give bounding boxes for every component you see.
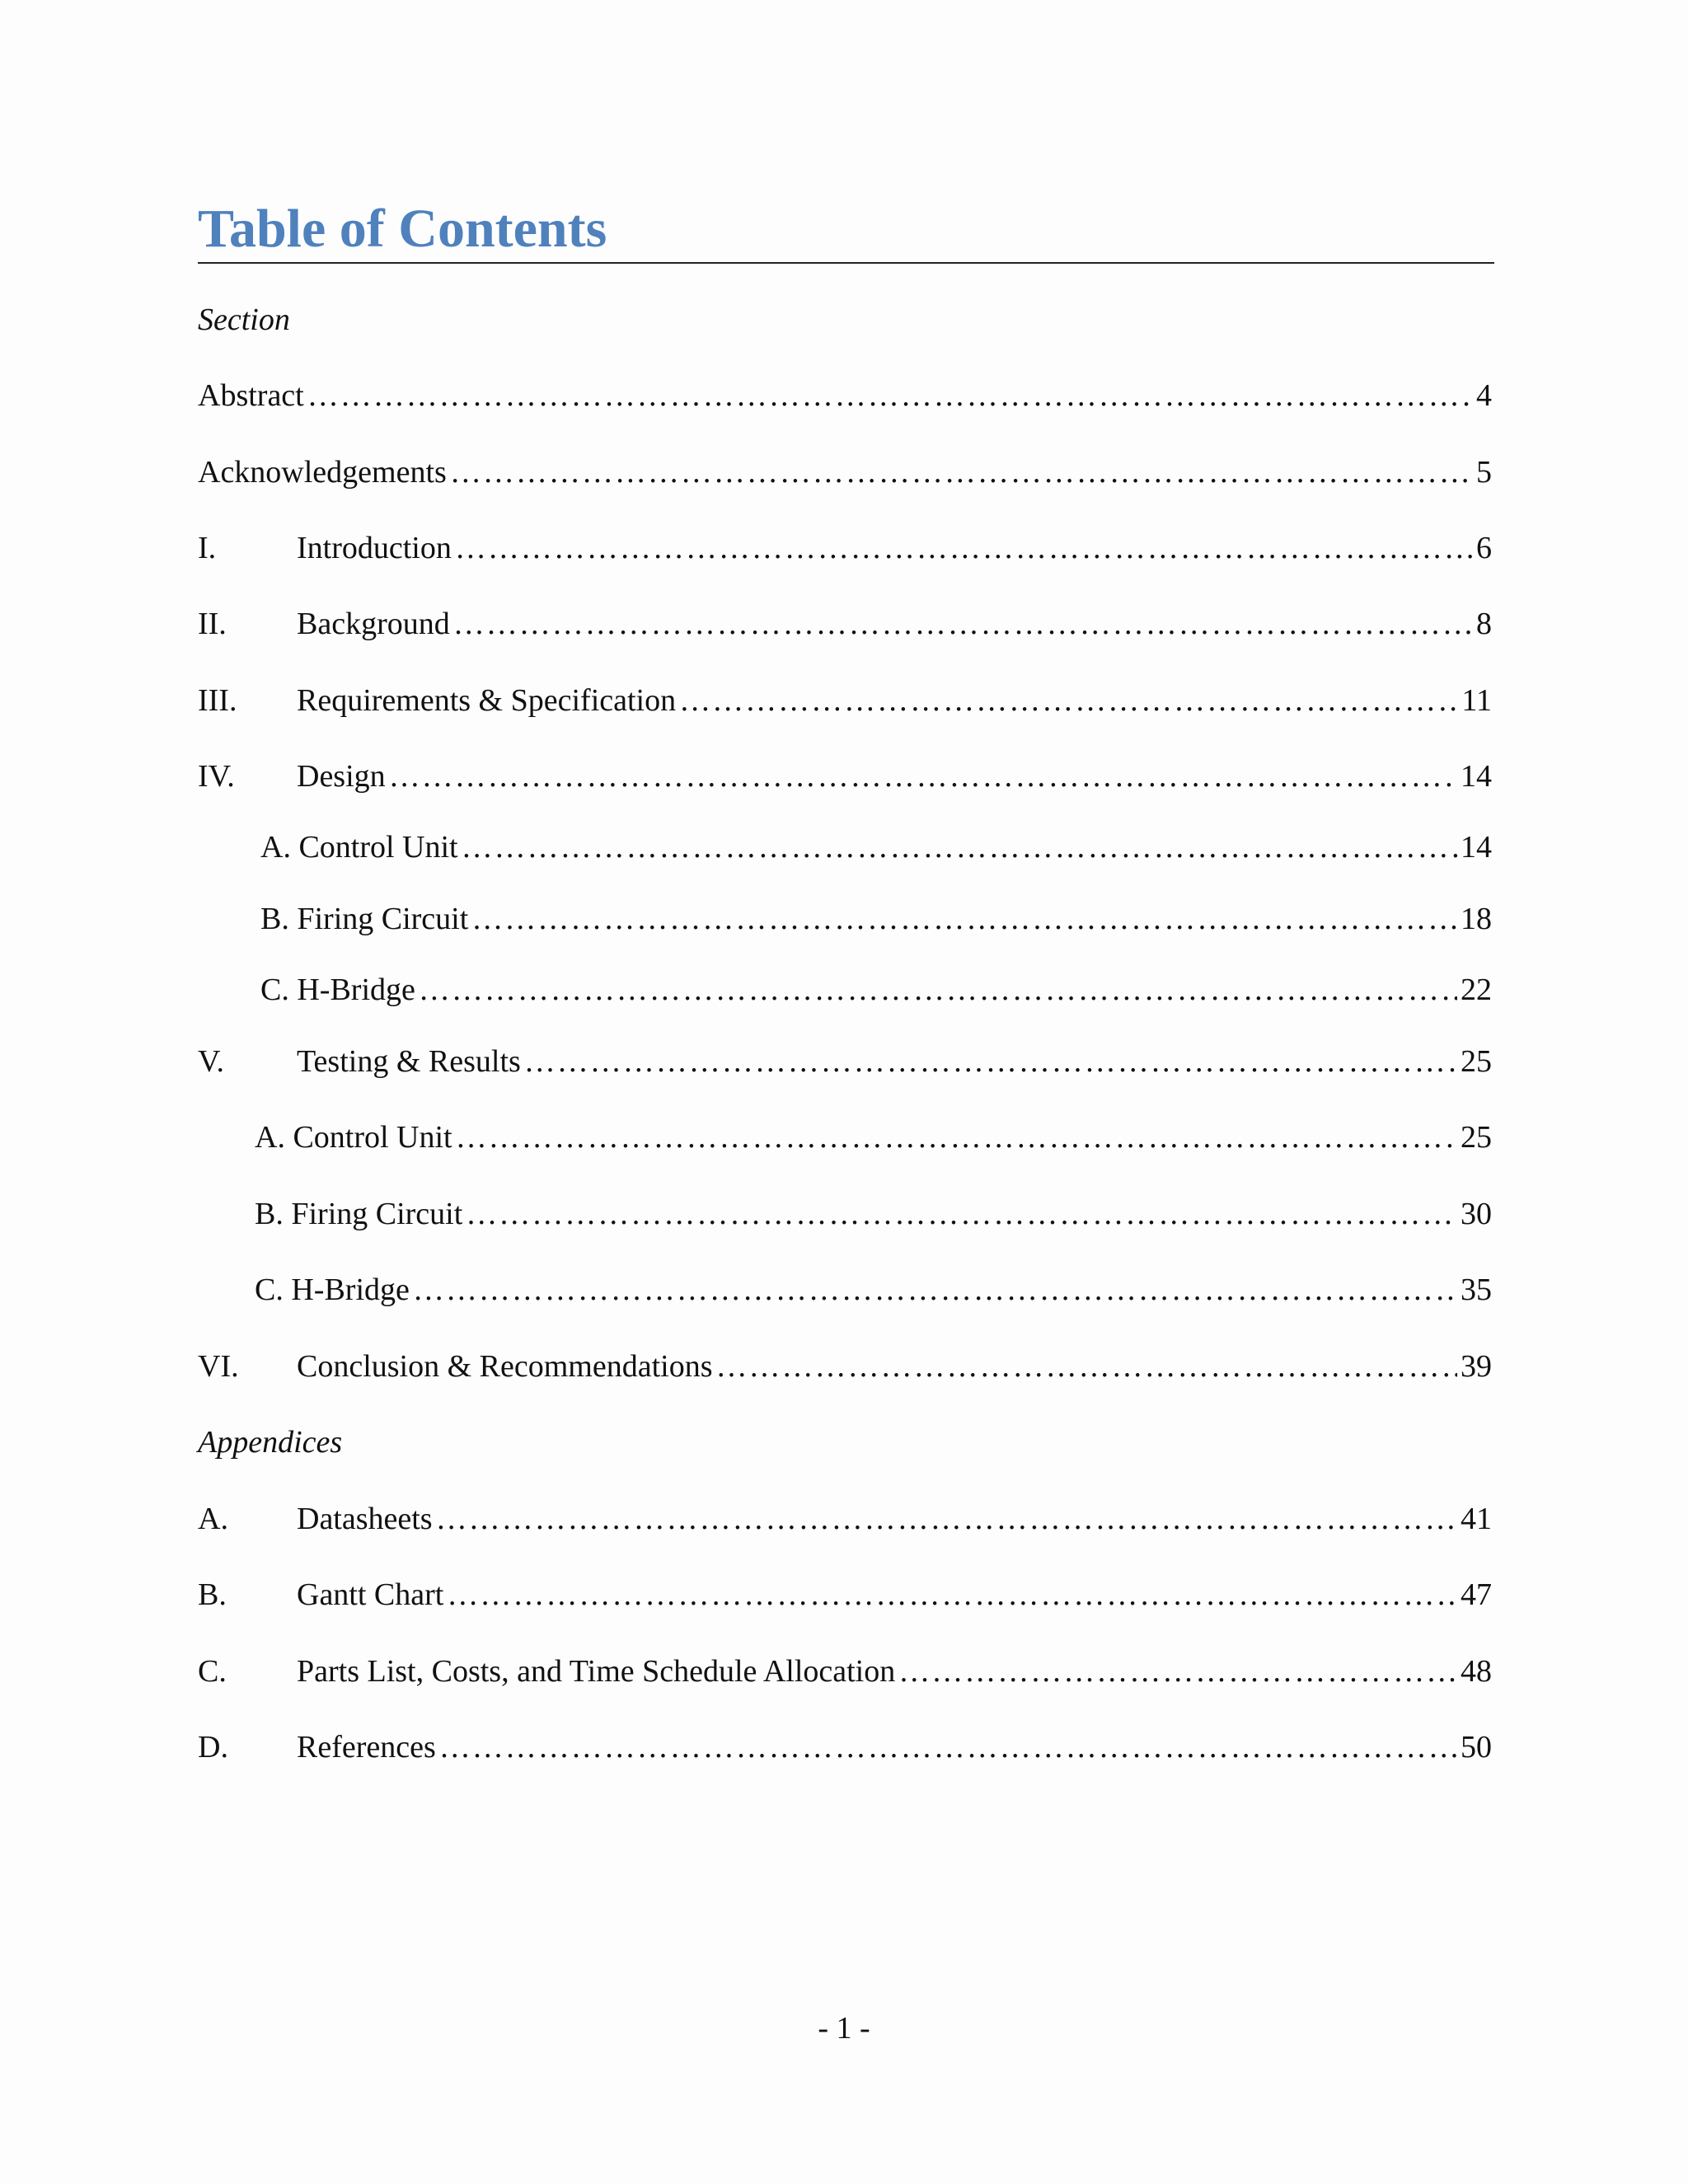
toc-entry-text: Design <box>297 759 386 794</box>
toc-entry-number: VI. <box>198 1349 239 1384</box>
toc-page-number: 14 <box>1461 830 1492 865</box>
toc-page-number: 25 <box>1461 1044 1492 1079</box>
toc-entry-text: Introduction <box>297 531 452 565</box>
toc-entry-text: B. Firing Circuit <box>260 902 469 936</box>
toc-page-number: 5 <box>1476 455 1492 490</box>
toc-entry-text: Parts List, Costs, and Time Schedule Allocation <box>297 1654 896 1689</box>
toc-page-number: 14 <box>1461 759 1492 794</box>
toc-entry-testing-firing-circuit[interactable] <box>255 1195 1492 1233</box>
appendices-label: Appendices <box>198 1425 343 1460</box>
toc-page-number: 35 <box>1461 1272 1492 1307</box>
dot-leader <box>716 1347 1457 1385</box>
toc-entry-number: IV. <box>198 759 235 794</box>
toc-page-number: 8 <box>1476 607 1492 641</box>
page-number-footer: - 1 - <box>818 2011 870 2046</box>
toc-entry-testing-results[interactable] <box>198 1043 1492 1080</box>
toc-entry-number: B. <box>198 1577 227 1612</box>
toc-entry-background[interactable] <box>198 605 1492 643</box>
toc-entry-number: D. <box>198 1730 228 1765</box>
dot-leader <box>524 1043 1457 1080</box>
dot-leader <box>389 757 1457 795</box>
toc-appendix-gantt-chart[interactable] <box>198 1576 1492 1614</box>
toc-entry-acknowledgements[interactable] <box>198 453 1492 491</box>
section-label: Section <box>198 302 290 337</box>
toc-page-number: 22 <box>1461 972 1492 1007</box>
toc-page-number: 39 <box>1461 1349 1492 1384</box>
toc-appendix-parts-list[interactable] <box>198 1652 1492 1690</box>
dot-leader <box>413 1271 1457 1309</box>
dot-leader <box>436 1500 1457 1538</box>
title-underline <box>198 262 1494 264</box>
toc-entry-testing-control-unit[interactable] <box>255 1118 1492 1156</box>
toc-entry-requirements[interactable] <box>198 682 1492 719</box>
toc-entry-number: V. <box>198 1044 225 1079</box>
toc-entry-text: C. H-Bridge <box>260 972 415 1007</box>
toc-entry-text: References <box>297 1730 436 1765</box>
dot-leader <box>462 828 1457 866</box>
toc-page-number: 41 <box>1461 1502 1492 1536</box>
dot-leader <box>466 1195 1457 1233</box>
toc-appendix-references[interactable] <box>198 1728 1492 1766</box>
dot-leader <box>419 971 1457 1009</box>
dot-leader <box>898 1652 1457 1690</box>
toc-entry-number: II. <box>198 607 227 641</box>
dot-leader <box>455 529 1473 567</box>
toc-entry-text: C. H-Bridge <box>255 1272 410 1307</box>
toc-entry-number: C. <box>198 1654 227 1689</box>
toc-entry-design-firing-circuit[interactable] <box>260 900 1492 938</box>
dot-leader <box>439 1728 1457 1766</box>
dot-leader <box>447 1576 1457 1614</box>
toc-entry-text: B. Firing Circuit <box>255 1197 463 1231</box>
dot-leader <box>450 453 1473 491</box>
toc-page-number: 47 <box>1461 1577 1492 1612</box>
dot-leader <box>307 377 1473 415</box>
toc-page-number: 50 <box>1461 1730 1492 1765</box>
toc-page-number: 11 <box>1461 683 1492 718</box>
toc-entry-text: Abstract <box>198 378 304 413</box>
page-title: Table of Contents <box>198 199 607 259</box>
toc-entry-text: Conclusion & Recommendations <box>297 1349 713 1384</box>
toc-page-number: 18 <box>1461 902 1492 936</box>
dot-leader <box>456 1118 1457 1156</box>
toc-entry-text: Background <box>297 607 450 641</box>
toc-entry-abstract[interactable] <box>198 377 1492 415</box>
toc-entry-text: Gantt Chart <box>297 1577 444 1612</box>
toc-entry-introduction[interactable] <box>198 529 1492 567</box>
toc-entry-testing-h-bridge[interactable] <box>255 1271 1492 1309</box>
toc-page-number: 48 <box>1461 1654 1492 1689</box>
toc-page-number: 6 <box>1476 531 1492 565</box>
toc-entry-text: A. Control Unit <box>260 830 458 865</box>
toc-entry-number: I. <box>198 531 217 565</box>
toc-entry-design[interactable] <box>198 757 1492 795</box>
toc-appendix-datasheets[interactable] <box>198 1500 1492 1538</box>
toc-entry-text: Requirements & Specification <box>297 683 677 718</box>
dot-leader <box>471 900 1457 938</box>
toc-entry-number: A. <box>198 1502 228 1536</box>
toc-entry-text: Datasheets <box>297 1502 433 1536</box>
toc-entry-design-control-unit[interactable] <box>260 828 1492 866</box>
toc-page-number: 4 <box>1476 378 1492 413</box>
toc-entry-text: Testing & Results <box>297 1044 521 1079</box>
toc-page-number: 30 <box>1461 1197 1492 1231</box>
toc-entry-number: III. <box>198 683 237 718</box>
toc-entry-text: Acknowledgements <box>198 455 447 490</box>
toc-page-number: 25 <box>1461 1120 1492 1155</box>
toc-entry-design-h-bridge[interactable] <box>260 971 1492 1009</box>
dot-leader <box>453 605 1473 643</box>
toc-entry-conclusion[interactable] <box>198 1347 1492 1385</box>
dot-leader <box>679 682 1458 719</box>
toc-entry-text: A. Control Unit <box>255 1120 452 1155</box>
